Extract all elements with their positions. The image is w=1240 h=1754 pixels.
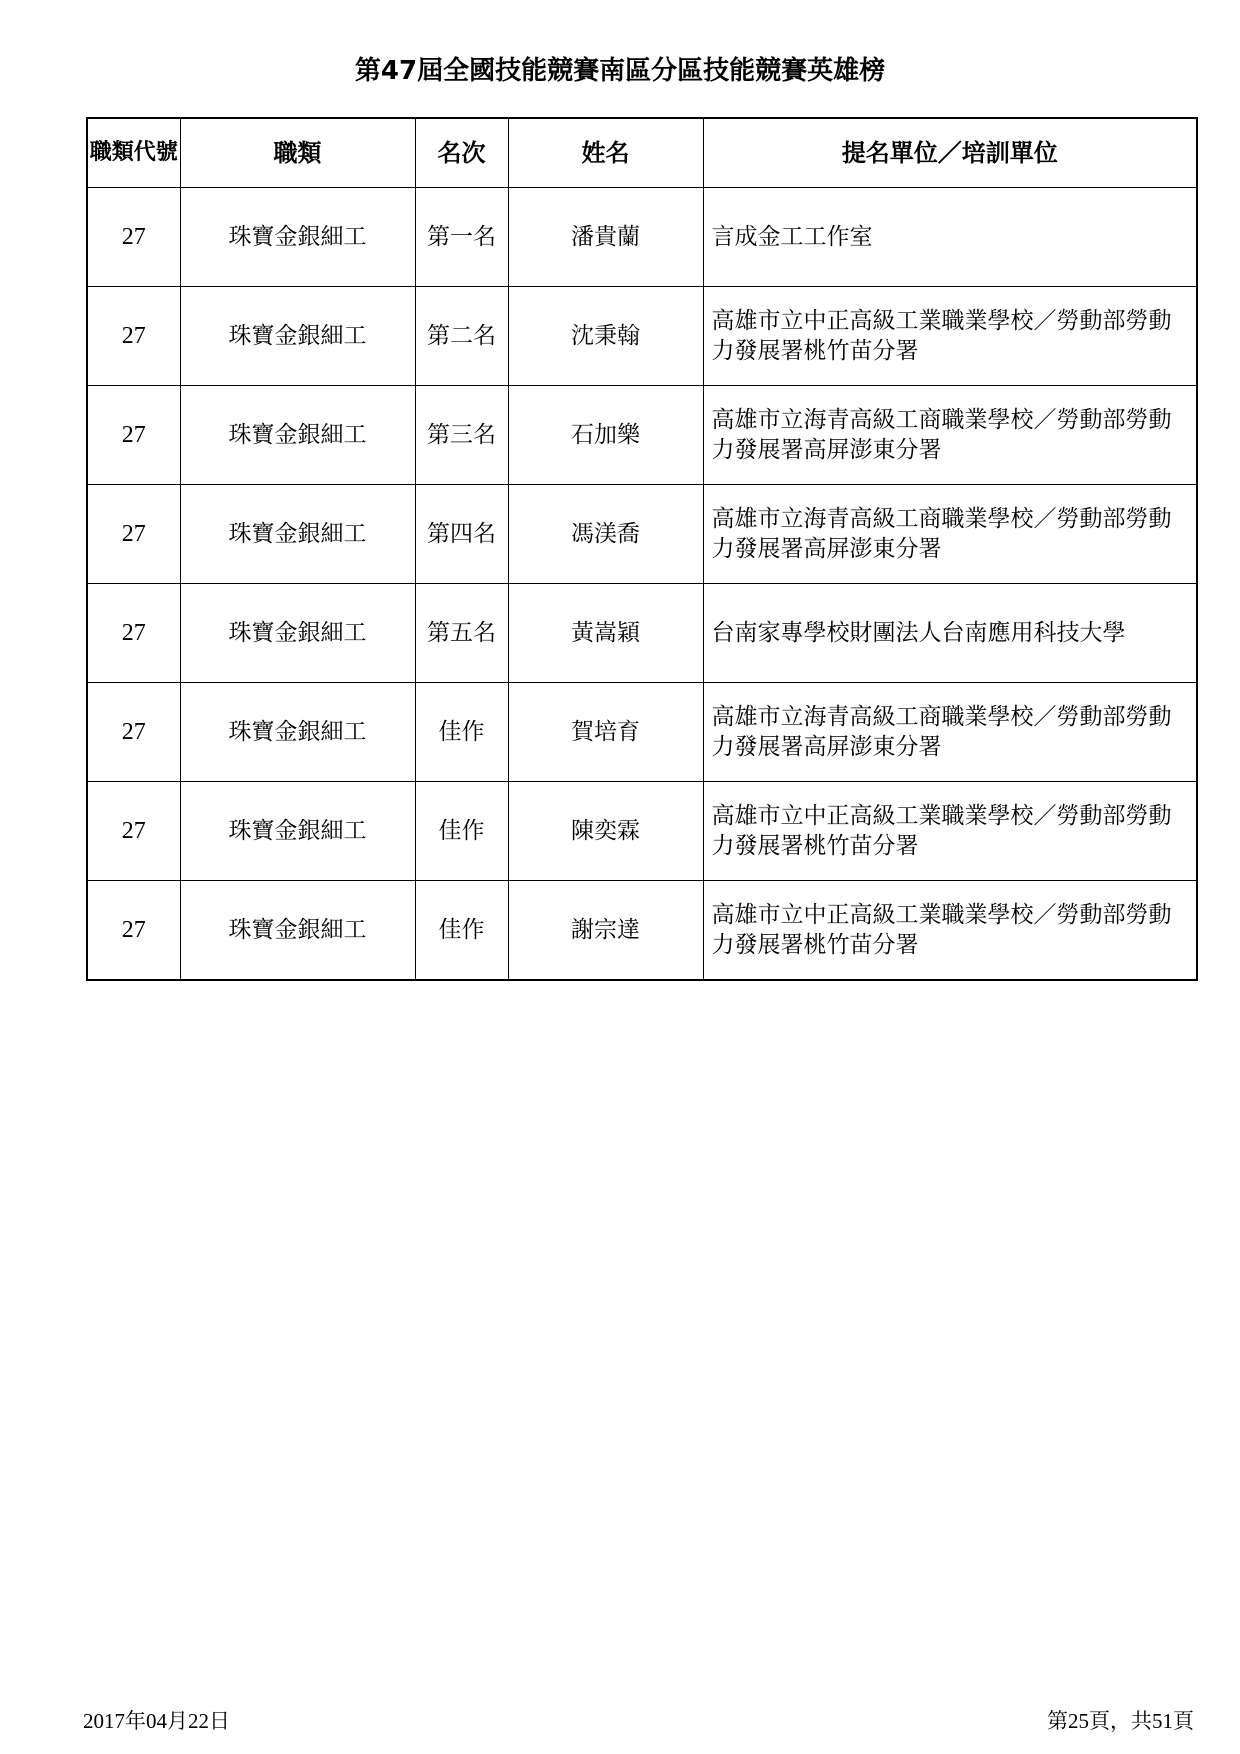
- cell-rank: 第一名: [415, 188, 508, 287]
- cell-name: 黃嵩穎: [508, 584, 703, 683]
- table-row: [87, 584, 1197, 683]
- table-header-row: [87, 118, 1197, 188]
- cell-category: 珠寶金銀細工: [180, 881, 415, 981]
- footer-date: 2017年04月22日: [83, 1709, 230, 1733]
- cell-code: 27: [87, 881, 180, 981]
- cell-unit: 高雄市立海青高級工商職業學校／勞動部勞動力發展署高屏澎東分署: [703, 683, 1197, 782]
- table-row: [87, 386, 1197, 485]
- cell-rank: 第三名: [415, 386, 508, 485]
- cell-code: 27: [87, 683, 180, 782]
- cell-name: 石加樂: [508, 386, 703, 485]
- cell-unit: 高雄市立中正高級工業職業學校／勞動部勞動力發展署桃竹苗分署: [703, 287, 1197, 386]
- cell-code: 27: [87, 584, 180, 683]
- cell-unit: 言成金工工作室: [703, 188, 1197, 287]
- header-name: 姓名: [508, 118, 703, 188]
- cell-name: 賀培育: [508, 683, 703, 782]
- cell-rank: 佳作: [415, 881, 508, 981]
- cell-unit: 高雄市立海青高級工商職業學校／勞動部勞動力發展署高屏澎東分署: [703, 485, 1197, 584]
- cell-code: 27: [87, 485, 180, 584]
- cell-rank: 佳作: [415, 683, 508, 782]
- header-unit: 提名單位／培訓單位: [703, 118, 1197, 188]
- cell-code: 27: [87, 188, 180, 287]
- cell-category: 珠寶金銀細工: [180, 287, 415, 386]
- cell-rank: 佳作: [415, 782, 508, 881]
- cell-unit: 高雄市立中正高級工業職業學校／勞動部勞動力發展署桃竹苗分署: [703, 881, 1197, 981]
- cell-code: 27: [87, 287, 180, 386]
- cell-unit: 高雄市立海青高級工商職業學校／勞動部勞動力發展署高屏澎東分署: [703, 386, 1197, 485]
- cell-rank: 第四名: [415, 485, 508, 584]
- cell-unit: 高雄市立中正高級工業職業學校／勞動部勞動力發展署桃竹苗分署: [703, 782, 1197, 881]
- cell-code: 27: [87, 386, 180, 485]
- table-row: [87, 287, 1197, 386]
- cell-category: 珠寶金銀細工: [180, 683, 415, 782]
- cell-name: 潘貴蘭: [508, 188, 703, 287]
- cell-category: 珠寶金銀細工: [180, 386, 415, 485]
- cell-name: 謝宗達: [508, 881, 703, 981]
- header-rank: 名次: [415, 118, 508, 188]
- cell-category: 珠寶金銀細工: [180, 584, 415, 683]
- cell-category: 珠寶金銀細工: [180, 782, 415, 881]
- header-category: 職類: [180, 118, 415, 188]
- table-row: [87, 782, 1197, 881]
- header-code: 職類代號: [87, 118, 180, 188]
- cell-code: 27: [87, 782, 180, 881]
- table-row: [87, 683, 1197, 782]
- hero-table: [86, 117, 1198, 981]
- cell-category: 珠寶金銀細工: [180, 188, 415, 287]
- table-row: [87, 485, 1197, 584]
- cell-category: 珠寶金銀細工: [180, 485, 415, 584]
- page-title: 第47屆全國技能競賽南區分區技能競賽英雄榜: [354, 56, 886, 86]
- cell-name: 陳奕霖: [508, 782, 703, 881]
- footer-page-number: 第25頁，共51頁: [1047, 1709, 1194, 1733]
- cell-unit: 台南家專學校財團法人台南應用科技大學: [703, 584, 1197, 683]
- table-row: [87, 188, 1197, 287]
- cell-rank: 第二名: [415, 287, 508, 386]
- cell-name: 沈秉翰: [508, 287, 703, 386]
- table-row: [87, 881, 1197, 981]
- cell-name: 馮渼喬: [508, 485, 703, 584]
- cell-rank: 第五名: [415, 584, 508, 683]
